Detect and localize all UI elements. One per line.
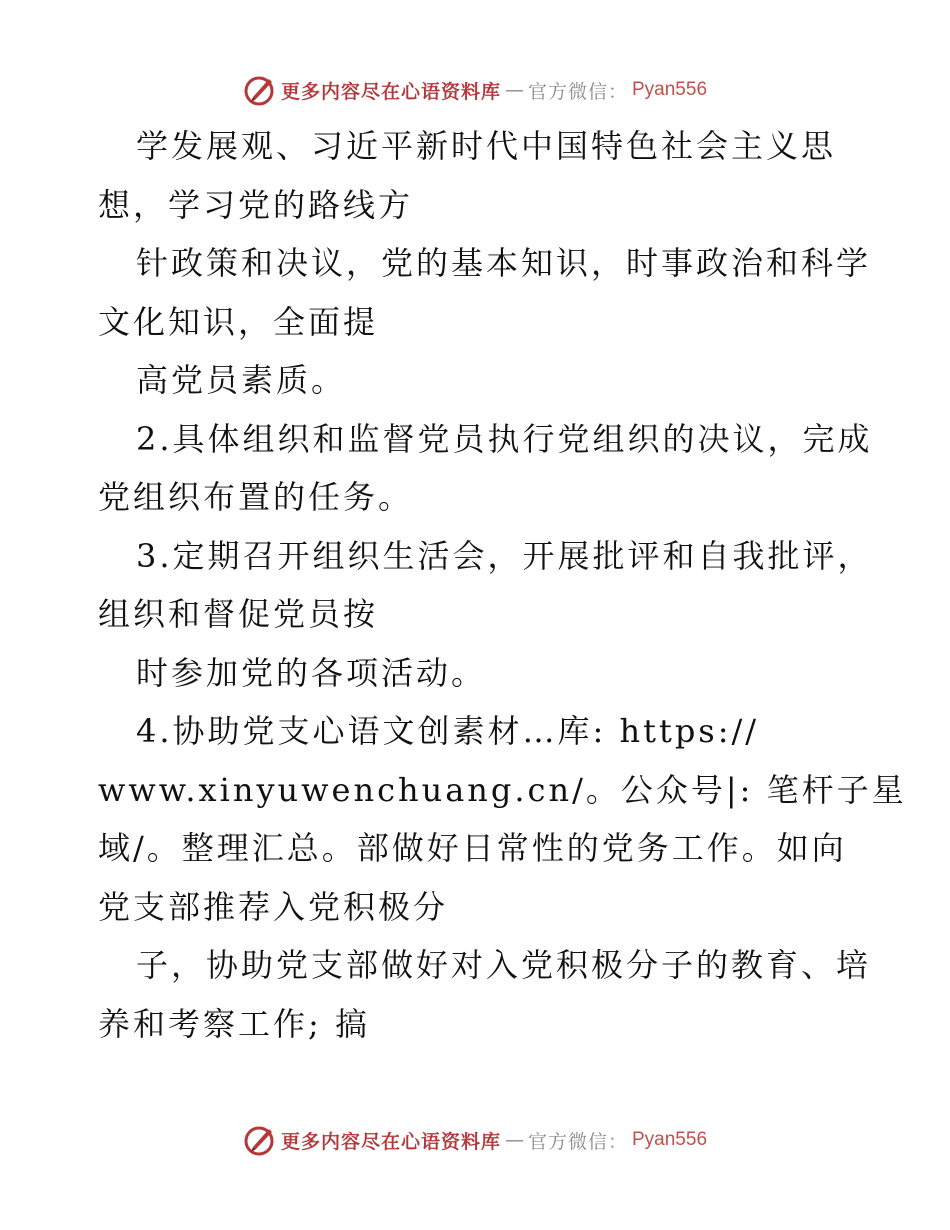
text-line: 域/。整理汇总。部做好日常性的党务工作。如向: [98, 829, 847, 867]
footer-banner-inner: [243, 1123, 707, 1157]
text-line: 2.具体组织和监督党员执行党组织的决议，完成: [136, 419, 873, 458]
text-line: 高党员素质。: [136, 361, 347, 399]
banner-wechat-id: Pyan556: [632, 1129, 708, 1150]
text-line: 组织和督促党员按: [98, 595, 379, 633]
banner-separator: —: [504, 1129, 524, 1151]
quill-logo-icon: [243, 73, 277, 107]
text-line: 时参加党的各项活动。: [136, 653, 487, 692]
text-line: 子，协助党支部做好对入党积极分子的教育、培: [136, 946, 872, 984]
text-line: 想，学习党的路线方: [98, 185, 414, 224]
banner-wechat-id: Pyan556: [632, 79, 708, 100]
document-body: [98, 117, 907, 1053]
text-line: 4.协助党支心语文创素材…库: https://: [136, 712, 760, 750]
text-line: 针政策和决议，党的基本知识，时事政治和科学: [136, 244, 872, 282]
text-line: 养和考察工作; 搞: [98, 1004, 370, 1043]
text-line: 3.定期召开组织生活会，开展批评和自我批评，: [136, 536, 873, 575]
text-line: 学发展观、习近平新时代中国特色社会主义思: [136, 127, 837, 165]
banner-separator: —: [504, 79, 524, 101]
header-banner: [0, 70, 950, 110]
quill-logo-icon: [243, 1123, 277, 1157]
header-banner-inner: [243, 73, 707, 107]
banner-wechat-label: 官方微信：: [527, 1130, 628, 1153]
text-line: www.xinyuwenchuang.cn/。公众号|: 笔杆子星: [98, 770, 907, 809]
banner-main-text: 更多内容尽在心语资料库: [280, 1130, 501, 1153]
banner-main-text: 更多内容尽在心语资料库: [280, 80, 501, 103]
text-line: 文化知识，全面提: [98, 302, 379, 341]
text-line: 党支部推荐入党积极分: [98, 887, 449, 926]
banner-wechat-label: 官方微信：: [527, 80, 628, 103]
footer-banner: [0, 1120, 950, 1160]
text-line: 党组织布置的任务。: [98, 478, 414, 516]
